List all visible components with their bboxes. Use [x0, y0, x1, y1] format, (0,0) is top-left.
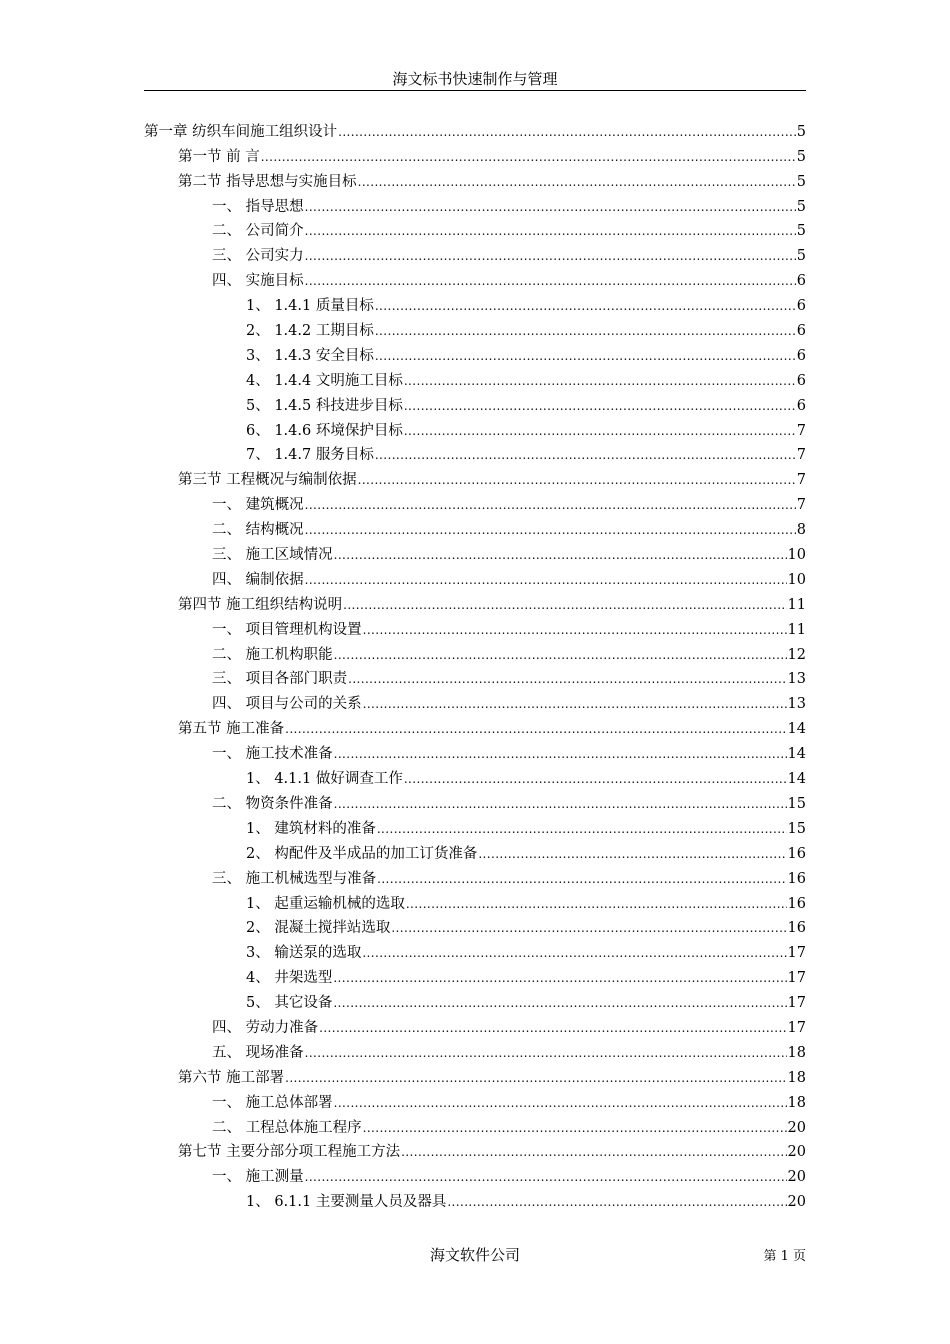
- toc-entry-page: 6: [796, 397, 806, 414]
- toc-entry-page: 11: [787, 621, 806, 638]
- toc-entry[interactable]: [144, 1088, 806, 1113]
- toc-entry[interactable]: [144, 914, 806, 939]
- toc-entry-page: 15: [787, 820, 806, 837]
- toc-dot-leader: [375, 346, 796, 366]
- toc-entry[interactable]: [144, 316, 806, 341]
- toc-entry-page: 5: [796, 248, 806, 265]
- toc-entry-label: 5、 1.4.5 科技进步目标: [246, 397, 403, 414]
- toc-dot-leader: [478, 844, 786, 864]
- toc-dot-leader: [285, 1068, 786, 1088]
- toc-entry-label: 一、 建筑概况: [212, 497, 304, 514]
- toc-dot-leader: [334, 744, 787, 764]
- toc-entry[interactable]: [144, 1138, 806, 1163]
- toc-dot-leader: [319, 1018, 786, 1038]
- toc-entry-page: 10: [787, 571, 806, 588]
- toc-entry-label: 2、 1.4.2 工期目标: [246, 323, 374, 340]
- toc-entry-label: 1、 1.4.1 质量目标: [246, 298, 374, 315]
- toc-entry-label: 7、 1.4.7 服务目标: [246, 447, 374, 464]
- toc-entry-page: 11: [787, 596, 806, 613]
- toc-entry-page: 13: [787, 671, 806, 688]
- toc-entry[interactable]: [144, 192, 806, 217]
- toc-entry[interactable]: [144, 739, 806, 764]
- toc-entry-label: 一、 施工总体部署: [212, 1094, 333, 1111]
- toc-dot-leader: [334, 645, 787, 665]
- toc-entry-page: 10: [787, 547, 806, 564]
- toc-entry-page: 5: [796, 173, 806, 190]
- toc-entry-page: 6: [796, 372, 806, 389]
- toc-entry-page: 15: [787, 795, 806, 812]
- toc-entry[interactable]: [144, 366, 806, 391]
- toc-entry[interactable]: [144, 839, 806, 864]
- toc-dot-leader: [305, 221, 796, 241]
- toc-dot-leader: [348, 669, 786, 689]
- toc-entry[interactable]: [144, 938, 806, 963]
- toc-entry-page: 20: [787, 1119, 806, 1136]
- toc-entry[interactable]: [144, 515, 806, 540]
- toc-entry-page: 17: [787, 1019, 806, 1036]
- toc-entry-label: 第五节 施工准备: [178, 721, 285, 738]
- toc-entry[interactable]: [144, 1113, 806, 1138]
- toc-entry-page: 16: [787, 870, 806, 887]
- toc-entry-page: 12: [787, 646, 806, 663]
- toc-entry-label: 1、 起重运输机械的选取: [246, 895, 405, 912]
- toc-entry[interactable]: [144, 1162, 806, 1187]
- toc-entry-page: 14: [787, 721, 806, 738]
- toc-entry-label: 第一章 纺织车间施工组织设计: [144, 123, 338, 140]
- toc-dot-leader: [305, 246, 796, 266]
- toc-dot-leader: [334, 545, 787, 565]
- toc-entry[interactable]: [144, 988, 806, 1013]
- toc-entry[interactable]: [144, 963, 806, 988]
- toc-entry-page: 18: [787, 1094, 806, 1111]
- toc-entry[interactable]: [144, 640, 806, 665]
- toc-dot-leader: [358, 470, 796, 490]
- toc-entry-page: 7: [796, 422, 806, 439]
- toc-entry-page: 20: [787, 1169, 806, 1186]
- toc-entry-page: 7: [796, 447, 806, 464]
- toc-entry-page: 16: [787, 845, 806, 862]
- toc-dot-leader: [285, 719, 786, 739]
- toc-entry[interactable]: [144, 789, 806, 814]
- toc-entry-page: 7: [796, 497, 806, 514]
- toc-entry[interactable]: [144, 117, 806, 142]
- toc-entry[interactable]: [144, 540, 806, 565]
- toc-entry-label: 三、 施工区域情况: [212, 547, 333, 564]
- toc-dot-leader: [343, 595, 786, 615]
- toc-entry[interactable]: [144, 889, 806, 914]
- toc-entry-label: 第二节 指导思想与实施目标: [178, 173, 357, 190]
- toc-entry-page: 20: [787, 1144, 806, 1161]
- toc-entry-page: 18: [787, 1069, 806, 1086]
- toc-dot-leader: [305, 197, 796, 217]
- toc-dot-leader: [375, 445, 796, 465]
- toc-entry-label: 第七节 主要分部分项工程施工方法: [178, 1144, 401, 1161]
- toc-entry-label: 二、 公司简介: [212, 223, 304, 240]
- toc-entry[interactable]: [144, 341, 806, 366]
- toc-dot-leader: [362, 943, 786, 963]
- toc-entry-label: 3、 输送泵的选取: [246, 945, 362, 962]
- table-of-contents: [144, 117, 806, 1212]
- toc-dot-leader: [375, 296, 796, 316]
- toc-entry-page: 8: [796, 522, 806, 539]
- toc-entry-page: 13: [787, 696, 806, 713]
- toc-entry-label: 四、 编制依据: [212, 571, 304, 588]
- toc-dot-leader: [261, 147, 796, 167]
- toc-entry-page: 6: [796, 298, 806, 315]
- footer-company: 海文软件公司: [429, 1246, 520, 1264]
- toc-entry-label: 1、 4.1.1 做好调查工作: [246, 771, 403, 788]
- toc-entry-label: 四、 劳动力准备: [212, 1019, 319, 1036]
- toc-entry-label: 二、 结构概况: [212, 522, 304, 539]
- toc-entry[interactable]: [144, 465, 806, 490]
- toc-entry-label: 三、 施工机械选型与准备: [212, 870, 377, 887]
- toc-dot-leader: [404, 371, 796, 391]
- toc-dot-leader: [305, 570, 787, 590]
- toc-entry-label: 一、 施工技术准备: [212, 746, 333, 763]
- toc-entry[interactable]: [144, 1063, 806, 1088]
- toc-entry-label: 二、 工程总体施工程序: [212, 1119, 362, 1136]
- toc-entry-page: 7: [796, 472, 806, 489]
- toc-entry[interactable]: [144, 590, 806, 615]
- toc-dot-leader: [447, 1192, 786, 1212]
- toc-entry-page: 20: [787, 1194, 806, 1211]
- toc-entry[interactable]: [144, 241, 806, 266]
- toc-entry-page: 14: [787, 771, 806, 788]
- toc-dot-leader: [404, 421, 796, 441]
- toc-entry[interactable]: [144, 217, 806, 242]
- toc-dot-leader: [305, 271, 796, 291]
- toc-entry-label: 一、 指导思想: [212, 198, 304, 215]
- toc-entry[interactable]: [144, 565, 806, 590]
- toc-entry-label: 二、 施工机构职能: [212, 646, 333, 663]
- toc-entry-label: 5、 其它设备: [246, 995, 333, 1012]
- toc-entry-page: 16: [787, 920, 806, 937]
- toc-entry-label: 四、 项目与公司的关系: [212, 696, 362, 713]
- toc-dot-leader: [305, 1043, 787, 1063]
- toc-entry-page: 17: [787, 995, 806, 1012]
- toc-entry-label: 1、 建筑材料的准备: [246, 820, 376, 837]
- toc-entry[interactable]: [144, 490, 806, 515]
- toc-dot-leader: [358, 172, 796, 192]
- toc-dot-leader: [363, 1118, 787, 1138]
- toc-entry-label: 1、 6.1.1 主要测量人员及器具: [246, 1194, 447, 1211]
- toc-entry-label: 2、 混凝土搅拌站选取: [246, 920, 391, 937]
- toc-entry-page: 17: [787, 945, 806, 962]
- header-title: 海文标书快速制作与管理: [392, 70, 558, 88]
- toc-entry[interactable]: [144, 1038, 806, 1063]
- toc-entry[interactable]: [144, 441, 806, 466]
- toc-dot-leader: [375, 321, 796, 341]
- toc-entry[interactable]: [144, 291, 806, 316]
- toc-entry-page: 16: [787, 895, 806, 912]
- toc-entry-label: 第一节 前 言: [178, 148, 260, 165]
- toc-entry-label: 第六节 施工部署: [178, 1069, 285, 1086]
- toc-dot-leader: [334, 794, 787, 814]
- toc-entry[interactable]: [144, 864, 806, 889]
- toc-dot-leader: [406, 894, 787, 914]
- toc-dot-leader: [305, 1167, 787, 1187]
- toc-entry-page: 17: [787, 970, 806, 987]
- toc-entry[interactable]: [144, 391, 806, 416]
- toc-entry-label: 4、 1.4.4 文明施工目标: [246, 372, 403, 389]
- toc-entry-page: 5: [796, 123, 806, 140]
- toc-dot-leader: [391, 918, 786, 938]
- footer-page-number: 第 1 页: [763, 1249, 806, 1264]
- toc-entry-page: 14: [787, 746, 806, 763]
- toc-entry-page: 6: [796, 323, 806, 340]
- toc-entry-label: 6、 1.4.6 环境保护目标: [246, 422, 403, 439]
- toc-entry[interactable]: [144, 689, 806, 714]
- toc-dot-leader: [338, 122, 796, 142]
- toc-dot-leader: [305, 495, 796, 515]
- toc-entry-label: 一、 项目管理机构设置: [212, 621, 362, 638]
- toc-entry-label: 三、 公司实力: [212, 248, 304, 265]
- toc-entry-page: 5: [796, 198, 806, 215]
- toc-entry[interactable]: [144, 814, 806, 839]
- toc-dot-leader: [333, 993, 786, 1013]
- toc-entry-label: 三、 项目各部门职责: [212, 671, 348, 688]
- toc-entry-label: 2、 构配件及半成品的加工订货准备: [246, 845, 478, 862]
- toc-entry[interactable]: [144, 714, 806, 739]
- toc-entry-label: 二、 物资条件准备: [212, 795, 333, 812]
- toc-entry[interactable]: [144, 167, 806, 192]
- toc-dot-leader: [363, 694, 787, 714]
- toc-entry-label: 四、 实施目标: [212, 273, 304, 290]
- toc-entry[interactable]: [144, 615, 806, 640]
- toc-entry-label: 4、 井架选型: [246, 970, 333, 987]
- toc-entry-page: 6: [796, 273, 806, 290]
- toc-entry[interactable]: [144, 764, 806, 789]
- toc-dot-leader: [401, 1142, 786, 1162]
- toc-dot-leader: [334, 1093, 787, 1113]
- toc-entry-label: 第三节 工程概况与编制依据: [178, 472, 357, 489]
- toc-dot-leader: [404, 769, 787, 789]
- toc-entry[interactable]: [144, 416, 806, 441]
- toc-entry-page: 6: [796, 347, 806, 364]
- toc-entry[interactable]: [144, 266, 806, 291]
- toc-entry-page: 5: [796, 148, 806, 165]
- toc-entry[interactable]: [144, 1013, 806, 1038]
- toc-dot-leader: [377, 869, 786, 889]
- toc-entry[interactable]: [144, 142, 806, 167]
- toc-entry-page: 18: [787, 1044, 806, 1061]
- toc-entry[interactable]: [144, 1187, 806, 1212]
- toc-dot-leader: [363, 620, 787, 640]
- toc-dot-leader: [377, 819, 787, 839]
- toc-dot-leader: [305, 520, 796, 540]
- toc-entry-page: 5: [796, 223, 806, 240]
- toc-entry-label: 五、 现场准备: [212, 1044, 304, 1061]
- toc-dot-leader: [404, 396, 796, 416]
- page-header: [144, 68, 806, 91]
- toc-entry-label: 第四节 施工组织结构说明: [178, 596, 343, 613]
- toc-entry-label: 3、 1.4.3 安全目标: [246, 347, 374, 364]
- toc-entry-label: 一、 施工测量: [212, 1169, 304, 1186]
- toc-dot-leader: [333, 968, 786, 988]
- toc-entry[interactable]: [144, 665, 806, 690]
